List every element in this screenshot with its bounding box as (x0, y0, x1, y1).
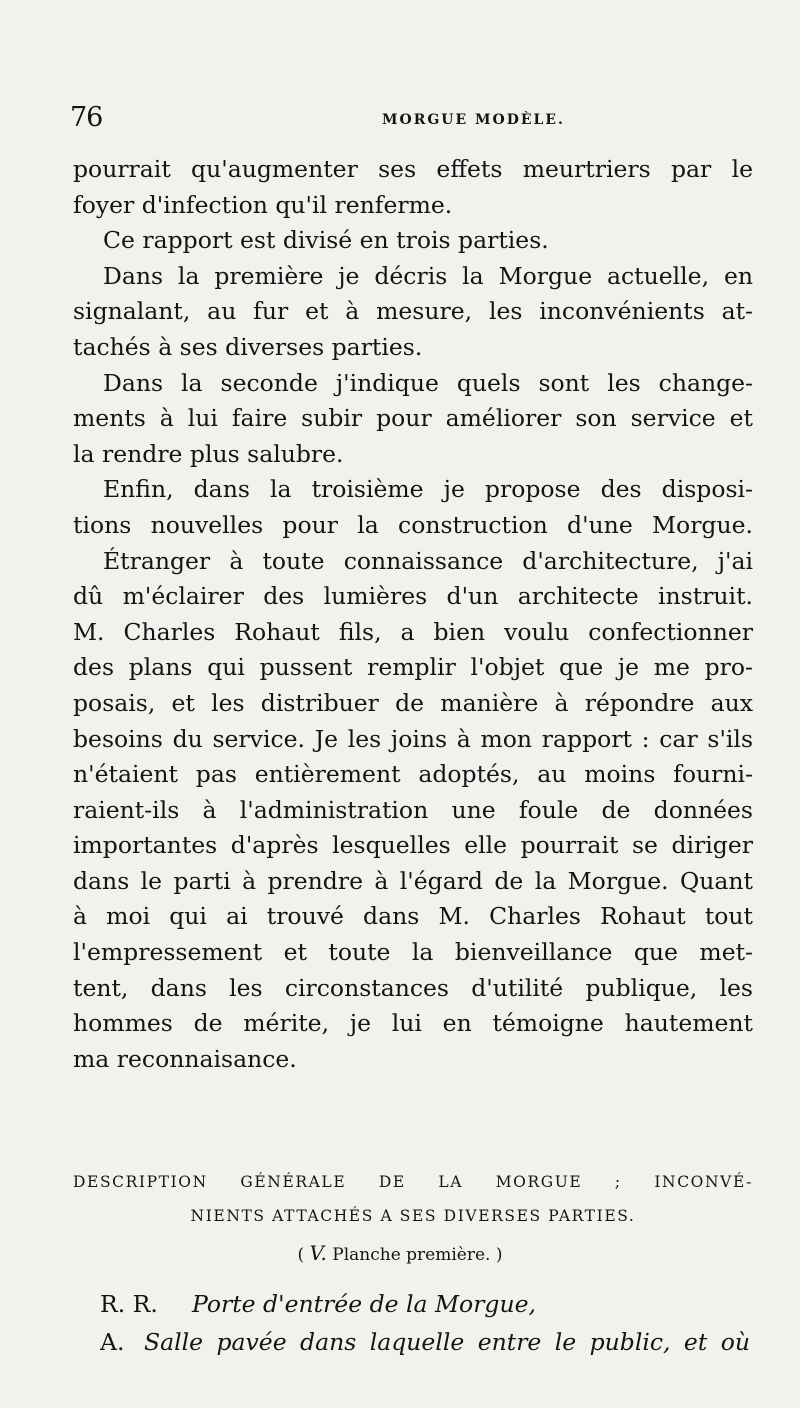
text-line: des plans qui pussent remplir l'objet que je me pro- (73, 653, 753, 682)
text-line: Ce rapport est divisé en trois parties. (103, 226, 549, 255)
plate-open-paren: ( (297, 1245, 305, 1265)
plate-text: Planche première. ) (332, 1245, 503, 1265)
text-line: dans le parti à prendre à l'égard de la Morgue. Quant (73, 866, 753, 895)
section-heading (73, 1165, 753, 1233)
text-line: Dans la première je décris la Morgue actuelle, en (103, 261, 753, 290)
text-line: l'empressement et toute la bienveillance que met- (73, 938, 753, 967)
text-line: la rendre plus salubre. (73, 439, 344, 468)
text-line: importantes d'après lesquelles elle pourrait se diriger (73, 831, 753, 860)
section-heading-line: NIENTS ATTACHÉS A SES DIVERSES PARTIES. (190, 1207, 636, 1225)
body-text (73, 152, 753, 1077)
text-line: M. Charles Rohaut fils, a bien voulu confectionner (73, 617, 753, 646)
running-head: MORGUE MODÈLE. (382, 112, 565, 128)
text-line: à moi qui ai trouvé dans M. Charles Rohaut tout (73, 902, 753, 931)
text-line: ments à lui faire subir pour améliorer son service et (73, 404, 753, 433)
text-line: dû m'éclairer des lumières d'un architecte instruit. (73, 582, 753, 611)
page-number: 76 (70, 102, 103, 133)
text-line: besoins du service. Je les joins à mon rapport : car s'ils (73, 724, 753, 753)
text-line: Étranger à toute connaissance d'architecture, j'ai (103, 546, 753, 575)
text-line: posais, et les distribuer de manière à répondre aux (73, 688, 753, 717)
legend-text: Porte d'entrée de la Morgue, (192, 1290, 536, 1318)
text-line: hommes de mérite, je lui en témoigne hautement (73, 1009, 753, 1038)
text-line: tions nouvelles pour la construction d'une Morgue. (73, 510, 753, 539)
plate-abbrev: V. (309, 1241, 327, 1265)
text-line: Enfin, dans la troisième je propose des disposi- (103, 475, 753, 504)
legend-item (100, 1285, 750, 1323)
legend-key: R. R. (100, 1290, 158, 1318)
text-line: Dans la seconde j'indique quels sont les change- (103, 368, 753, 397)
section-heading-line: DESCRIPTION GÉNÉRALE DE LA MORGUE ; INCONVÉ- (73, 1173, 753, 1191)
text-line: tent, dans les circonstances d'utilité publique, les (73, 973, 753, 1002)
text-line: tachés à ses diverses parties. (73, 332, 423, 361)
text-line: ma reconnaisance. (73, 1044, 297, 1073)
legend-item (100, 1323, 750, 1361)
text-line: raient-ils à l'administration une foule de données (73, 795, 753, 824)
legend-text: Salle pavée dans laquelle entre le public, et où (144, 1328, 750, 1356)
plate-reference (0, 1236, 800, 1272)
text-line: foyer d'infection qu'il renferme. (73, 190, 453, 219)
legend-key: A. (100, 1328, 125, 1356)
text-line: signalant, au fur et à mesure, les inconvénients at- (73, 297, 753, 326)
text-line: pourrait qu'augmenter ses effets meurtriers par le (73, 155, 753, 183)
page-header (70, 104, 760, 134)
plate-legend (100, 1285, 750, 1361)
text-line: n'étaient pas entièrement adoptés, au moins fourni- (73, 760, 753, 789)
